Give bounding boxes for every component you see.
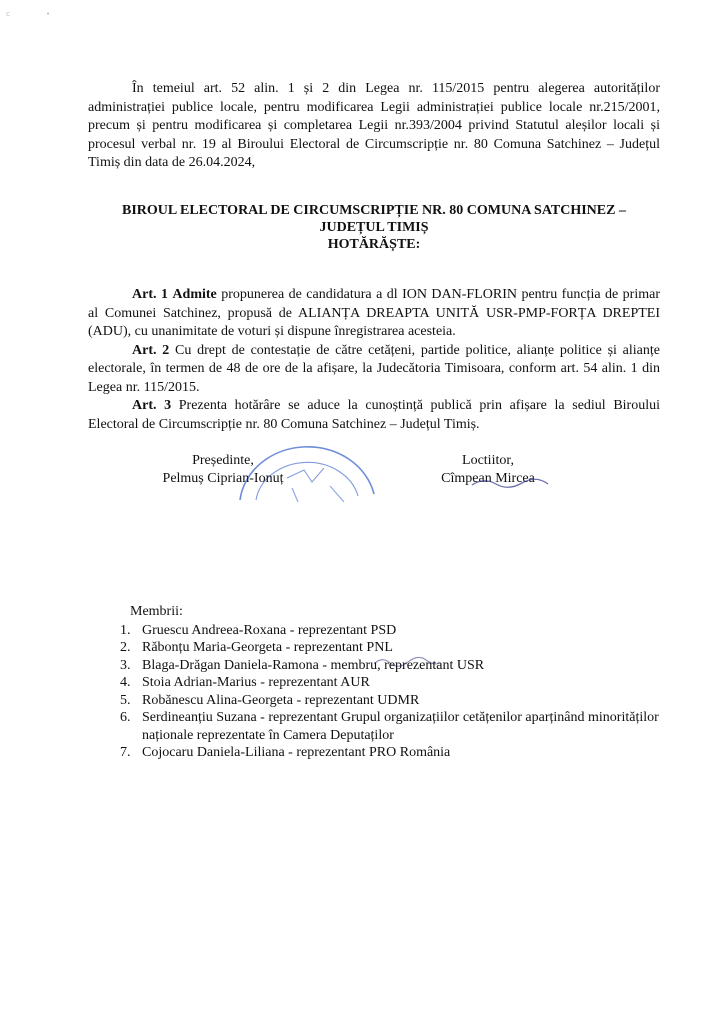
article-1-verb: Admite <box>172 287 217 302</box>
member-text: Robănescu Alina-Georgeta - reprezentant UDMR <box>142 692 420 708</box>
article-3-label: Art. 3 <box>132 398 172 413</box>
member-item <box>120 709 680 744</box>
member-item <box>120 622 680 640</box>
member-number: 1. <box>120 622 131 638</box>
president-name: Pelmuș Ciprian-Ionuț <box>162 471 284 486</box>
heading-line-2: JUDEȚUL TIMIȘ <box>319 220 429 235</box>
member-number: 3. <box>120 657 131 673</box>
member-text: Stoia Adrian-Marius - reprezentant AUR <box>142 675 370 690</box>
deputy-title: Loctiitor, <box>462 453 514 468</box>
member-text: Serdineanțiu Suzana - reprezentant Grupul organizațiilor cetățenilor aparținând minorităților naționale reprezentate în Camera Deputaților <box>142 710 659 743</box>
article-1-text: propunerea de candidatura a dl ION DAN-FLORIN pentru funcția de primar al Comunei Satchinez, propusă de ALIANȚA DREAPTA UNITĂ USR-PMP-FORȚA DREPTEI (ADU), cu unanimitate de voturi și dispune înregistrarea acesteia. <box>88 287 660 339</box>
article-3-text: Prezenta hotărâre se aduce la cunoștință publică prin afișare la sediul Biroului Electoral de Circumscripție nr. 80 Comuna Satchinez – Județul Timiș. <box>88 398 660 432</box>
articles-section <box>88 286 660 434</box>
members-list <box>120 622 680 762</box>
heading-line-3: HOTĂRĂȘTE: <box>327 237 421 252</box>
member-number: 7. <box>120 745 131 760</box>
member-text: Gruescu Andreea-Roxana - reprezentant PSD <box>142 622 397 638</box>
member-number: 2. <box>120 640 131 655</box>
member-item <box>120 674 680 692</box>
member-item <box>120 639 680 657</box>
article-1-label: Art. 1 <box>132 287 168 302</box>
decision-heading <box>88 202 660 253</box>
deputy-handwritten-signature-icon <box>470 476 550 490</box>
scan-mark: • <box>46 10 51 18</box>
member-text: Blaga-Drăgan Daniela-Ramona - membru, reprezentant USR <box>142 657 485 673</box>
members-section <box>120 603 680 762</box>
heading-line-1: BIROUL ELECTORAL DE CIRCUMSCRIPȚIE NR. 80 COMUNA SATCHINEZ – <box>122 203 626 218</box>
member-text: Cojocaru Daniela-Liliana - reprezentant PRO România <box>142 745 451 760</box>
president-signature-block <box>138 452 308 488</box>
member-item <box>120 657 680 675</box>
president-title: Președinte, <box>192 453 254 468</box>
article-2-text: Cu drept de contestație de către cetățeni, partide politice, alianțe politice și alianțe electorale, în termen de 48 de ore de la afișare, la Judecătoria Timisoara, conform art. 54 alin. 1 din Legea nr. 115/2015. <box>88 342 660 395</box>
preamble-paragraph: În temeiul art. 52 alin. 1 și 2 din Legea nr. 115/2015 pentru alegerea autorităților administrației publice locale, pentru modificarea Legii administrației publice locale nr.215/2001, precum și pentru modificarea și completarea Legii nr.393/2004 privind Statutul aleșilor locali și procesul verbal nr. 19 al Biroului Electoral de Circumscripție nr. 80 Comuna Satchinez – Județul Timiș din data de 26.04.2024, <box>88 81 660 170</box>
article-2 <box>88 342 660 398</box>
scan-mark: c <box>6 10 10 18</box>
article-3 <box>88 397 660 434</box>
member-number: 5. <box>120 692 131 708</box>
article-2-label: Art. 2 <box>132 342 170 358</box>
member-item <box>120 692 680 710</box>
member-number: 4. <box>120 675 131 690</box>
article-1 <box>88 286 660 342</box>
deputy-name: Cîmpean Mircea <box>441 471 535 486</box>
member-item <box>120 744 680 762</box>
members-title: Membrii: <box>130 604 183 619</box>
member-text: Răbonțu Maria-Georgeta - reprezentant PNL <box>142 640 393 655</box>
member-number: 6. <box>120 710 131 725</box>
